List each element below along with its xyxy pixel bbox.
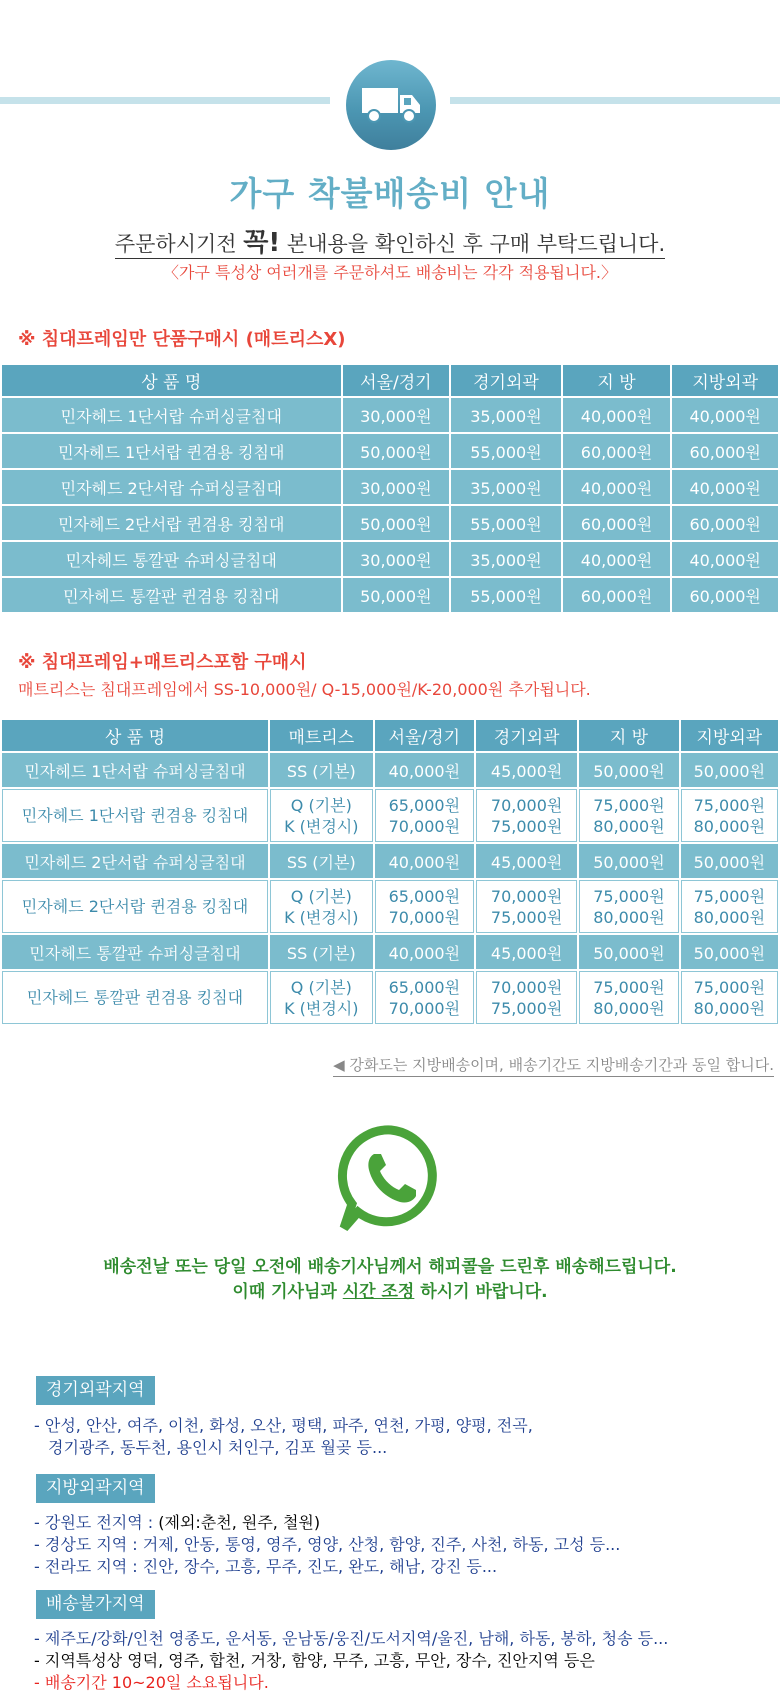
price-value: 70,000원: [490, 977, 563, 997]
price-value: 50,000원: [593, 852, 665, 872]
table-row: [2, 789, 778, 842]
price-value: 50,000원: [693, 761, 766, 781]
column-header: 상 품 명: [2, 365, 341, 396]
product-name-cell: 민자헤드 통깔판 슈퍼싱글침대: [2, 935, 268, 969]
price-value: 70,000원: [490, 886, 563, 906]
price-cell: 30,000원: [343, 398, 450, 432]
price-cell: 60,000원: [672, 578, 778, 612]
price-cell: [681, 753, 778, 787]
no-delivery-tag: 배송불가지역: [36, 1590, 155, 1619]
local-region-line: - 경상도 지역 : 거제, 안동, 통영, 영주, 영양, 산청, 함양, 진주, 사천, 하동, 고성 등...: [34, 1535, 621, 1554]
product-name-cell: 민자헤드 통깔판 퀸겸용 킹침대: [2, 578, 341, 612]
header-divider-left: [0, 97, 330, 104]
mattress-cell: [270, 753, 373, 787]
column-header: 서울/경기: [375, 720, 474, 751]
price-cell: [375, 880, 474, 933]
price-cell: [476, 844, 577, 878]
local-region-line: - 전라도 지역 : 진안, 장수, 고흥, 무주, 진도, 완도, 해남, 강진 등...: [34, 1557, 498, 1576]
frame-mattress-price-table: [0, 718, 780, 1026]
price-cell: [681, 789, 778, 842]
column-header: 상 품 명: [2, 720, 268, 751]
mattress-option: SS (기본): [286, 761, 356, 781]
no-delivery-line: - 지역특성상 영덕, 영주, 합천, 거창, 함양, 무주, 고흥, 무안, 장수, 진안지역 등은: [34, 1651, 595, 1670]
section2-note: 매트리스는 침대프레임에서 SS-10,000원/ Q-15,000원/K-20,000원 추가됩니다.: [18, 680, 591, 699]
happy-call-line2-post: 하시기 바랍니다.: [414, 1282, 548, 1302]
price-value: 80,000원: [693, 907, 766, 927]
table-row: [2, 470, 778, 504]
column-header: 지 방: [563, 365, 671, 396]
outer-region-tag: 경기외곽지역: [36, 1376, 155, 1405]
no-delivery-line: - 제주도/강화/인천 영종도, 운서동, 운남동/웅진/도서지역/울진, 남해, 하동, 봉하, 청송 등...: [34, 1629, 669, 1648]
price-value: 40,000원: [388, 761, 461, 781]
table-header-row: [2, 365, 778, 396]
section1-heading: ※ 침대프레임만 단품구매시 (매트리스X): [18, 329, 346, 350]
product-name-cell: 민자헤드 1단서랍 퀸겸용 킹침대: [2, 789, 268, 842]
price-cell: [681, 880, 778, 933]
price-cell: [375, 753, 474, 787]
table-row: [2, 578, 778, 612]
price-cell: 40,000원: [672, 398, 778, 432]
price-cell: 30,000원: [343, 470, 450, 504]
price-value: 70,000원: [490, 795, 563, 815]
frame-only-price-table: [0, 363, 780, 614]
product-name-cell: 민자헤드 2단서랍 슈퍼싱글침대: [2, 844, 268, 878]
local-region-line1-pre: - 강원도 전지역 :: [34, 1513, 159, 1532]
product-name-cell: 민자헤드 1단서랍 슈퍼싱글침대: [2, 753, 268, 787]
subtitle-post: 본내용을 확인하신 후 구매 부탁드립니다.: [280, 232, 666, 256]
happy-call-line2-underline: 시간 조정: [342, 1282, 415, 1302]
happy-call-message: [0, 1255, 780, 1305]
price-value: 75,000원: [693, 977, 766, 997]
header-divider-right: [450, 97, 780, 104]
product-name-cell: 민자헤드 1단서랍 퀸겸용 킹침대: [2, 434, 341, 468]
price-value: 75,000원: [490, 907, 563, 927]
table-row: [2, 935, 778, 969]
price-cell: [375, 935, 474, 969]
price-cell: 40,000원: [563, 542, 671, 576]
price-cell: 40,000원: [563, 398, 671, 432]
column-header: 지 방: [579, 720, 678, 751]
price-cell: 40,000원: [563, 470, 671, 504]
price-value: 70,000원: [388, 998, 461, 1018]
mattress-option: Q (기본): [290, 795, 352, 815]
column-header: 지방외곽: [672, 365, 778, 396]
price-value: 80,000원: [593, 907, 665, 927]
local-region-tag: 지방외곽지역: [36, 1474, 155, 1503]
table-row: [2, 506, 778, 540]
mattress-option: K (변경시): [284, 907, 359, 927]
subtitle-emphasis: 꼭!: [243, 228, 281, 258]
price-value: 65,000원: [388, 886, 461, 906]
price-cell: [375, 844, 474, 878]
price-cell: [681, 844, 778, 878]
mattress-option: SS (기본): [286, 852, 356, 872]
price-value: 70,000원: [388, 907, 461, 927]
price-cell: 50,000원: [343, 506, 450, 540]
price-cell: [579, 935, 678, 969]
price-value: 50,000원: [693, 943, 766, 963]
price-cell: [375, 789, 474, 842]
price-cell: 35,000원: [451, 542, 561, 576]
price-value: 50,000원: [593, 761, 665, 781]
price-cell: [579, 789, 678, 842]
price-cell: [681, 971, 778, 1024]
price-cell: 55,000원: [451, 578, 561, 612]
column-header: 매트리스: [270, 720, 373, 751]
no-delivery-line: - 배송기간 10~20일 소요됩니다.: [34, 1673, 269, 1692]
local-region-list: [34, 1512, 620, 1578]
price-value: 80,000원: [593, 816, 665, 836]
phone-chat-icon: [336, 1124, 446, 1238]
price-value: 80,000원: [693, 998, 766, 1018]
section2-heading: ※ 침대프레임+매트리스포함 구매시: [18, 652, 307, 673]
subtitle: [0, 222, 780, 259]
price-cell: 30,000원: [343, 542, 450, 576]
mattress-cell: [270, 789, 373, 842]
price-value: 75,000원: [490, 998, 563, 1018]
mattress-option: Q (기본): [290, 977, 352, 997]
price-cell: [476, 935, 577, 969]
outer-region-line: 경기광주, 동두천, 용인시 처인구, 김포 월곶 등...: [48, 1438, 388, 1457]
price-value: 75,000원: [693, 886, 766, 906]
subtitle-note: 〈가구 특성상 여러개를 주문하셔도 배송비는 각각 적용됩니다.〉: [162, 263, 617, 282]
price-value: 80,000원: [693, 816, 766, 836]
table-row: [2, 844, 778, 878]
price-cell: 60,000원: [563, 434, 671, 468]
price-cell: [579, 880, 678, 933]
happy-call-line1: 배송전날 또는 당일 오전에 배송기사님께서 해피콜을 드린후 배송해드립니다.: [103, 1257, 677, 1277]
price-value: 75,000원: [693, 795, 766, 815]
price-value: 40,000원: [388, 852, 461, 872]
price-value: 45,000원: [490, 761, 563, 781]
price-value: 75,000원: [490, 816, 563, 836]
table-row: [2, 753, 778, 787]
outer-region-line: - 안성, 안산, 여주, 이천, 화성, 오산, 평택, 파주, 연천, 가평, 양평, 전곡,: [34, 1416, 533, 1435]
local-region-exception: (제외:춘천, 원주, 철원): [158, 1513, 321, 1532]
price-value: 80,000원: [593, 998, 665, 1018]
price-value: 75,000원: [593, 886, 665, 906]
product-name-cell: 민자헤드 2단서랍 퀸겸용 킹침대: [2, 880, 268, 933]
price-cell: 60,000원: [563, 506, 671, 540]
price-value: 70,000원: [388, 816, 461, 836]
mattress-cell: [270, 971, 373, 1024]
local-region-line: [34, 1512, 620, 1534]
column-header: 경기외곽: [451, 365, 561, 396]
subtitle-pre: 주문하시기전: [114, 232, 244, 256]
price-cell: [476, 971, 577, 1024]
price-cell: 40,000원: [672, 470, 778, 504]
price-cell: 50,000원: [343, 434, 450, 468]
price-value: 75,000원: [593, 795, 665, 815]
happy-call-line2: [0, 1280, 780, 1305]
price-cell: 60,000원: [672, 506, 778, 540]
table-row: [2, 398, 778, 432]
price-cell: 55,000원: [451, 506, 561, 540]
price-cell: [476, 880, 577, 933]
price-value: 75,000원: [593, 977, 665, 997]
mattress-option: K (변경시): [284, 816, 359, 836]
mattress-option: Q (기본): [290, 886, 352, 906]
price-cell: [579, 971, 678, 1024]
price-value: 50,000원: [693, 852, 766, 872]
mattress-option: SS (기본): [286, 943, 356, 963]
price-value: 40,000원: [388, 943, 461, 963]
price-value: 45,000원: [490, 852, 563, 872]
column-header: 지방외곽: [681, 720, 778, 751]
price-value: 65,000원: [388, 795, 461, 815]
mattress-cell: [270, 935, 373, 969]
product-name-cell: 민자헤드 2단서랍 퀸겸용 킹침대: [2, 506, 341, 540]
price-cell: [476, 753, 577, 787]
product-name-cell: 민자헤드 1단서랍 슈퍼싱글침대: [2, 398, 341, 432]
ganghwa-notice: ◀ 강화도는 지방배송이며, 배송기간도 지방배송기간과 동일 합니다.: [333, 1054, 774, 1077]
mattress-option: K (변경시): [284, 998, 359, 1018]
product-name-cell: 민자헤드 통깔판 퀸겸용 킹침대: [2, 971, 268, 1024]
price-cell: [375, 971, 474, 1024]
table-row: [2, 542, 778, 576]
price-cell: 50,000원: [343, 578, 450, 612]
price-cell: [579, 844, 678, 878]
price-value: 50,000원: [593, 943, 665, 963]
no-delivery-list: [34, 1628, 668, 1694]
column-header: 경기외곽: [476, 720, 577, 751]
price-cell: 60,000원: [563, 578, 671, 612]
outer-region-list: [34, 1415, 533, 1459]
happy-call-line2-pre: 이때 기사님과: [232, 1282, 343, 1302]
price-cell: [476, 789, 577, 842]
mattress-cell: [270, 880, 373, 933]
column-header: 서울/경기: [343, 365, 450, 396]
price-cell: 35,000원: [451, 470, 561, 504]
price-cell: [681, 935, 778, 969]
product-name-cell: 민자헤드 2단서랍 슈퍼싱글침대: [2, 470, 341, 504]
price-cell: 55,000원: [451, 434, 561, 468]
mattress-cell: [270, 844, 373, 878]
price-value: 45,000원: [490, 943, 563, 963]
price-cell: 40,000원: [672, 542, 778, 576]
price-cell: [579, 753, 678, 787]
price-cell: 35,000원: [451, 398, 561, 432]
page-title: 가구 착불배송비 안내: [229, 174, 551, 213]
table-header-row: [2, 720, 778, 751]
product-name-cell: 민자헤드 통깔판 슈퍼싱글침대: [2, 542, 341, 576]
table-row: [2, 880, 778, 933]
price-cell: 60,000원: [672, 434, 778, 468]
table-row: [2, 971, 778, 1024]
price-value: 65,000원: [388, 977, 461, 997]
truck-icon: [346, 60, 436, 150]
table-row: [2, 434, 778, 468]
